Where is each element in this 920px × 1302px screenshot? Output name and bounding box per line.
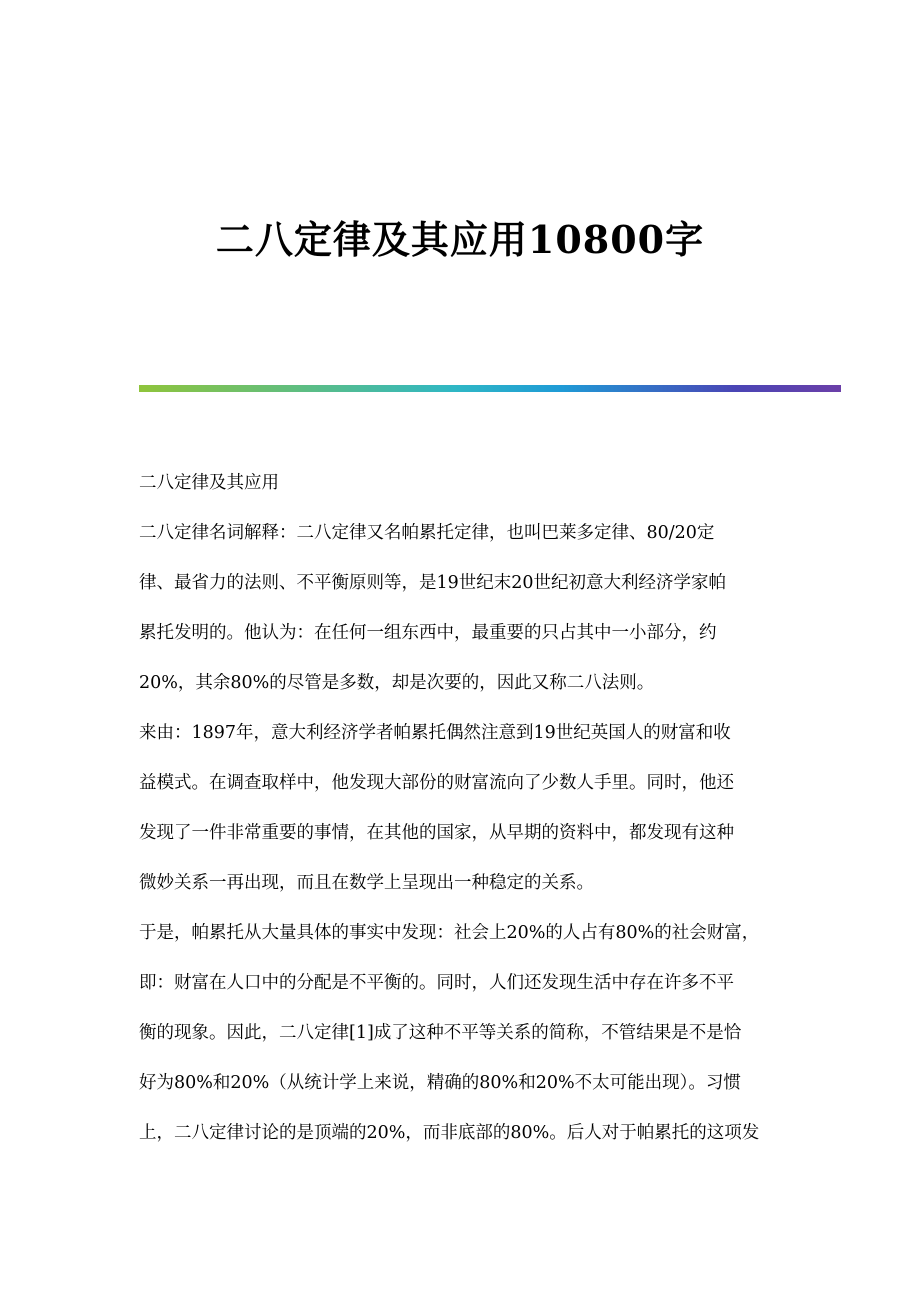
text-line: 20%，其余80%的尽管是多数，却是次要的，因此又称二八法则。 [139,673,655,693]
text-line: 衡的现象。因此，二八定律[1]成了这种不平等关系的简称，不管结果是不是恰 [139,1023,742,1043]
text-line: 来由：1897年，意大利经济学者帕累托偶然注意到19世纪英国人的财富和收 [139,723,731,743]
text-line: 律、最省力的法则、不平衡原则等，是19世纪末20世纪初意大利经济学家帕 [139,573,727,593]
text-line: 二八定律及其应用 [139,473,279,493]
text-line: 微妙关系一再出现，而且在数学上呈现出一种稳定的关系。 [139,873,594,893]
document-title: 二八定律及其应用10800字 [215,217,705,262]
text-line: 于是，帕累托从大量具体的事实中发现：社会上20%的人占有80%的社会财富， [139,923,760,943]
text-line: 益模式。在调查取样中，他发现大部份的财富流向了少数人手里。同时，他还 [139,773,734,793]
paragraph-definition [139,508,789,708]
document-body [139,458,789,1158]
text-line: 即：财富在人口中的分配是不平衡的。同时，人们还发现生活中存在许多不平 [139,973,734,993]
text-line: 好为80%和20%（从统计学上来说，精确的80%和20%不太可能出现）。习惯 [139,1073,741,1093]
paragraph-discovery [139,908,789,1158]
text-line: 上，二八定律讨论的是顶端的20%，而非底部的80%。后人对于帕累托的这项发 [139,1123,760,1143]
gradient-divider [139,385,841,392]
paragraph-origin [139,708,789,908]
text-line: 二八定律名词解释：二八定律又名帕累托定律，也叫巴莱多定律、80/20定 [139,523,715,543]
text-line: 累托发明的。他认为：在任何一组东西中，最重要的只占其中一小部分，约 [139,623,717,643]
text-line: 发现了一件非常重要的事情，在其他的国家，从早期的资料中，都发现有这种 [139,823,734,843]
section-heading [139,458,789,508]
